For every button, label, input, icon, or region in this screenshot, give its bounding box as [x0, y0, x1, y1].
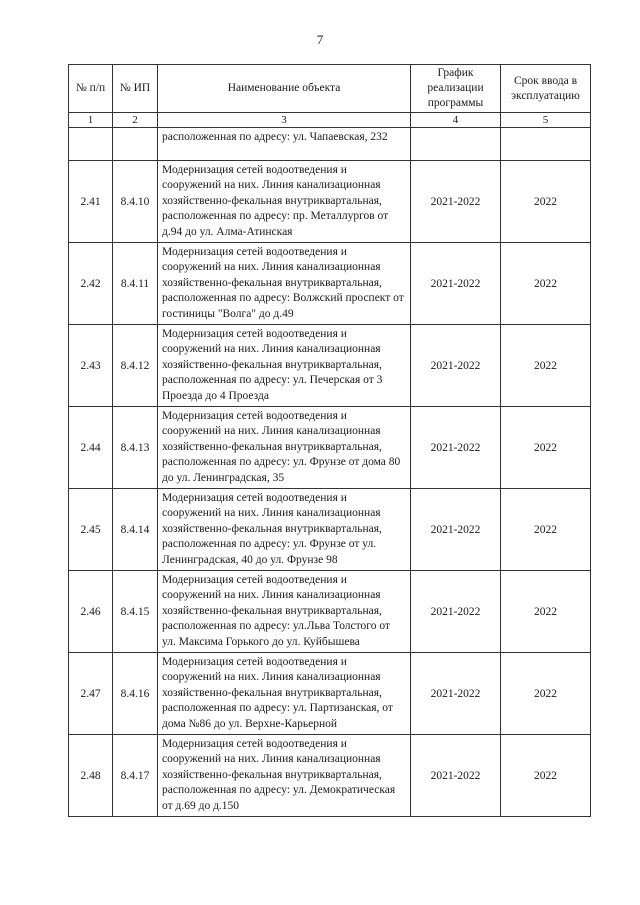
row-number-cell: 2.43	[69, 325, 113, 407]
commissioning-term-cell: 2022	[501, 325, 591, 407]
object-name-continuation: расположенная по адресу: ул. Чапаевская, 232	[158, 128, 411, 161]
investment-program-table	[68, 64, 591, 817]
column-index: 5	[501, 113, 591, 128]
column-index: 4	[411, 113, 501, 128]
schedule-cell: 2021-2022	[411, 243, 501, 325]
header-row-number: № п/п	[69, 65, 113, 113]
header-commissioning-term: Срок ввода в эксплуатацию	[501, 65, 591, 113]
row-number-cell: 2.41	[69, 161, 113, 243]
table-row	[69, 653, 591, 735]
header-schedule: График реализации программы	[411, 65, 501, 113]
table-row	[69, 489, 591, 571]
schedule-cell: 2021-2022	[411, 407, 501, 489]
header-ip-number: № ИП	[113, 65, 158, 113]
column-index: 1	[69, 113, 113, 128]
page-number: 7	[316, 32, 324, 47]
object-name-cell: Модернизация сетей водоотведения и сооружений на них. Линия канализационная хозяйственно-фекальная внутриквартальная, расположенная по адресу: ул. Партизанская, от дома №86 до ул. Верхне-Карьерной	[158, 653, 411, 735]
ip-number-cell: 8.4.13	[113, 407, 158, 489]
table-row	[69, 571, 591, 653]
schedule-cell: 2021-2022	[411, 161, 501, 243]
object-name-cell: Модернизация сетей водоотведения и сооружений на них. Линия канализационная хозяйственно-фекальная внутриквартальная, расположенная по адресу: пр. Металлургов от д.94 до ул. Алма-Атинская	[158, 161, 411, 243]
schedule-cell: 2021-2022	[411, 489, 501, 571]
object-name-cell: Модернизация сетей водоотведения и сооружений на них. Линия канализационная хозяйственно-фекальная внутриквартальная, расположенная по адресу: ул.Льва Толстого от ул. Максима Горького до ул. Куйбышева	[158, 571, 411, 653]
empty-cell	[113, 128, 158, 161]
object-name-cell: Модернизация сетей водоотведения и сооружений на них. Линия канализационная хозяйственно-фекальная внутриквартальная, расположенная по адресу: ул. Фрунзе от ул. Ленинградская, 40 до ул. Фрунзе 98	[158, 489, 411, 571]
row-number-cell: 2.45	[69, 489, 113, 571]
row-number-cell: 2.44	[69, 407, 113, 489]
row-number-cell: 2.48	[69, 735, 113, 817]
ip-number-cell: 8.4.11	[113, 243, 158, 325]
schedule-cell: 2021-2022	[411, 653, 501, 735]
ip-number-cell: 8.4.10	[113, 161, 158, 243]
table-header-row	[69, 65, 591, 113]
empty-cell	[69, 128, 113, 161]
ip-number-cell: 8.4.16	[113, 653, 158, 735]
commissioning-term-cell: 2022	[501, 407, 591, 489]
schedule-cell: 2021-2022	[411, 571, 501, 653]
commissioning-term-cell: 2022	[501, 571, 591, 653]
table-row	[69, 407, 591, 489]
object-name-cell: Модернизация сетей водоотведения и сооружений на них. Линия канализационная хозяйственно-фекальная внутриквартальная, расположенная по адресу: ул. Печерская от 3 Проезда до 4 Проезда	[158, 325, 411, 407]
commissioning-term-cell: 2022	[501, 243, 591, 325]
table-row	[69, 325, 591, 407]
column-index: 2	[113, 113, 158, 128]
row-number-cell: 2.42	[69, 243, 113, 325]
header-object-name: Наименование объекта	[158, 65, 411, 113]
table-row	[69, 243, 591, 325]
commissioning-term-cell: 2022	[501, 489, 591, 571]
empty-cell	[501, 128, 591, 161]
column-index-row	[69, 113, 591, 128]
continuation-row	[69, 128, 591, 161]
empty-cell	[411, 128, 501, 161]
table-row	[69, 161, 591, 243]
table-row	[69, 735, 591, 817]
ip-number-cell: 8.4.17	[113, 735, 158, 817]
column-index: 3	[158, 113, 411, 128]
object-name-cell: Модернизация сетей водоотведения и сооружений на них. Линия канализационная хозяйственно-фекальная внутриквартальная, расположенная по адресу: ул. Демократическая от д.69 до д.150	[158, 735, 411, 817]
schedule-cell: 2021-2022	[411, 325, 501, 407]
object-name-cell: Модернизация сетей водоотведения и сооружений на них. Линия канализационная хозяйственно-фекальная внутриквартальная, расположенная по адресу: ул. Фрунзе от дома 80 до ул. Ленинградская, 35	[158, 407, 411, 489]
commissioning-term-cell: 2022	[501, 735, 591, 817]
row-number-cell: 2.46	[69, 571, 113, 653]
object-name-cell: Модернизация сетей водоотведения и сооружений на них. Линия канализационная хозяйственно-фекальная внутриквартальная, расположенная по адресу: Волжский проспект от гостиницы "Волга" до д.49	[158, 243, 411, 325]
commissioning-term-cell: 2022	[501, 161, 591, 243]
ip-number-cell: 8.4.12	[113, 325, 158, 407]
commissioning-term-cell: 2022	[501, 653, 591, 735]
ip-number-cell: 8.4.15	[113, 571, 158, 653]
row-number-cell: 2.47	[69, 653, 113, 735]
schedule-cell: 2021-2022	[411, 735, 501, 817]
ip-number-cell: 8.4.14	[113, 489, 158, 571]
